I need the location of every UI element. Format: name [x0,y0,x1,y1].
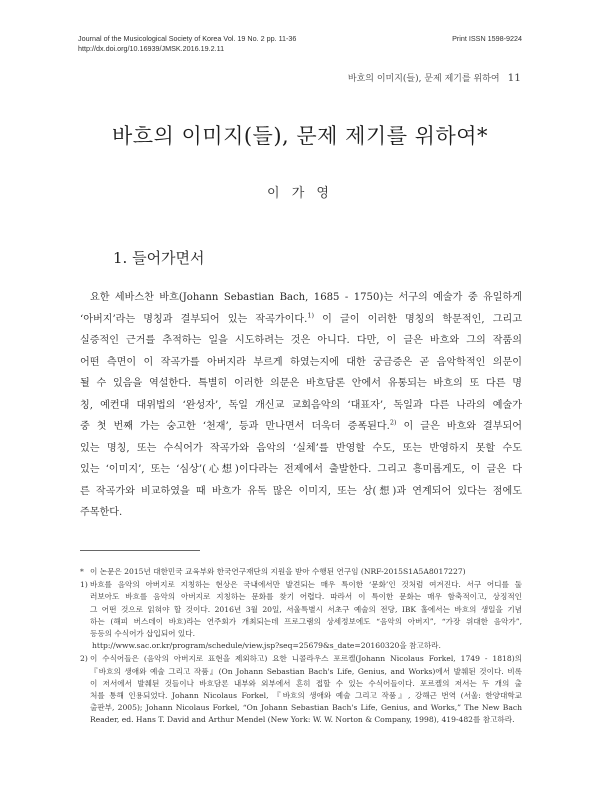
footnote-mark: 1) [80,580,88,590]
body-line-segment: ‘아버지’라는 명칭과 결부되어 있는 작곡가이다. [80,313,308,325]
running-header [348,71,521,84]
footnote-line: 그 어떤 것으로 읽혀야 할 것이다. 2016년 3월 20일, 서울특별시 서초구 예술의 전당, IBK 홀에서는 바흐의 생일을 기념 [90,604,522,614]
body-line-segment: 이 글은 바흐와 결부되어 [396,421,522,432]
body-line [80,309,522,331]
footnote-line: 이 논문은 2015년 대한민국 교육부와 한국연구재단의 지원을 받아 수행된 연구임 (NRF-2015S1A5A8017227) [90,567,466,576]
footnote-line: 출판부, 2005); Johann Nicolaus Forkel, “On Johann Sebastian Bach's Life, Genius, and Works,” The New Bach [90,703,522,713]
section-heading: 1. 들어가면서 [113,249,205,267]
journal-citation: Journal of the Musicological Society of Korea Vol. 19 No. 2 pp. 11-36 [78,34,297,43]
footnote-mark: * [80,567,84,576]
body-line: 른 작곡가와 비교하였을 때 바흐가 유독 많은 이미지, 또는 상(想)과 연계되어 있다는 점에도 [80,485,522,497]
author-name: 이 가 영 [267,186,333,201]
paper-title: 바흐의 이미지(들), 문제 제기를 위하여* [111,124,489,148]
footnote-line: 하는 (해피 버스데이 바흐)라는 연주회가 개최되는데 프로그램의 상세정보에도 “음악의 아버지”, “가장 위대한 음악가”, [90,616,522,626]
footnote-line: Reader, ed. Hans T. David and Arthur Mendel (New York: W. W. Norton & Company, 1998), 419-482를 참고하라. [90,715,515,725]
body-line: 될 수 있음을 역설한다. 특별히 이러한 의문은 바흐담론 안에서 유통되는 바흐의 또 다른 명 [80,378,522,389]
footnote-line: 러보아도 바흐를 음악의 아버지로 지칭하는 문화를 찾기 어렵다. 따라서 이 특이한 문화는 매우 함축적이고, 상징적인 [90,592,522,602]
footnote-ref-2[interactable]: 2) [389,418,397,427]
footnote-line: 등등의 수식어가 삽입되어 있다. [90,629,196,639]
body-line [80,416,522,438]
body-line: 어떤 측면이 이 작곡가를 아버지라 부르게 하였는지에 대한 궁금증은 곧 음악학적인 의문이 [80,356,522,368]
footnote-2 [80,653,522,726]
body-line: 주목한다. [80,507,123,518]
footnote-line: 바흐를 음악의 아버지로 지칭하는 현상은 국내에서만 발견되는 매우 특이한 ‘문화’인 것처럼 여겨진다. 서구 어디를 둘 [90,580,522,590]
body-line: 실증적인 근거를 추적하는 일을 시도하려는 것은 아니다. 다만, 이 글은 바흐와 그의 작품의 [80,335,522,346]
footnote-line: 이 수식어들은 (음악의 아버지로 표현을 제외하고) 요한 니콜라우스 포르켈(Johann Nicolaus Forkel, 1749 - 1818)의 [90,654,522,664]
footnote-1 [80,579,522,652]
footnote-mark: 2) [80,654,88,664]
footnote-funding [80,566,522,578]
journal-header [78,34,522,54]
body-line: 칭, 예컨대 대위법의 ‘완성자’, 독일 개신교 교회음악의 ‘대표자’, 독일과 다른 나라의 예술가 [80,399,522,411]
footnote-ref-1[interactable]: 1) [307,311,315,320]
footnote-divider [80,550,200,551]
footnote-url[interactable]: http://www.sac.or.kr/program/schedule/view.jsp?seq=25679&s_date=20160320을 참고하라. [92,641,441,651]
body-line: 있는 명칭, 또는 수식어가 작곡가와 음악의 ‘실체’를 반영할 수도, 또는 반영하지 못할 수도 [80,442,522,454]
running-title: 바흐의 이미지(들), 문제 제기를 위하여 [347,74,500,84]
page-number: 11 [507,72,521,84]
issn: Print ISSN 1598-9224 [452,34,522,43]
body-line-segment: 중 첫 번째 가는 숭고한 ‘천재’, 등과 만나면서 더욱더 증폭된다. [80,421,390,432]
footnotes [80,566,522,728]
body-text [80,287,522,524]
body-line: 요한 세바스찬 바흐(Johann Sebastian Bach, 1685 - 1750)는 서구의 예술가 중 유일하게 [90,292,522,303]
doi-link[interactable]: http://dx.doi.org/10.16939/JMSK.2016.19.2.11 [78,44,225,53]
footnote-line: 『바흐의 생애와 예술 그리고 작품』(On Johann Sebastian Bach's Life, Genius, and Works)에서 발췌된 것이다. 비록 [90,666,522,676]
body-line: 있는 ‘이미지’, 또는 ‘심상’(心想)이다라는 전제에서 출발한다. 그리고 흥미롭게도, 이 글은 다 [80,464,522,475]
footnote-line: 처를 통해 인용되었다. Johann Nicolaus Forkel, 『바흐의 생애와 예술 그리고 작품』, 강해근 번역 (서울: 한양대학교 [90,691,522,701]
footnote-line: 이 저서에서 발췌된 것들이나 바흐담론 내부와 외부에서 흔히 접할 수 있는 수식어들이다. 포르켈의 저서는 두 개의 출 [90,678,522,688]
body-line-segment: 이 글이 이러한 명칭의 학문적인, 그리고 [314,313,522,325]
